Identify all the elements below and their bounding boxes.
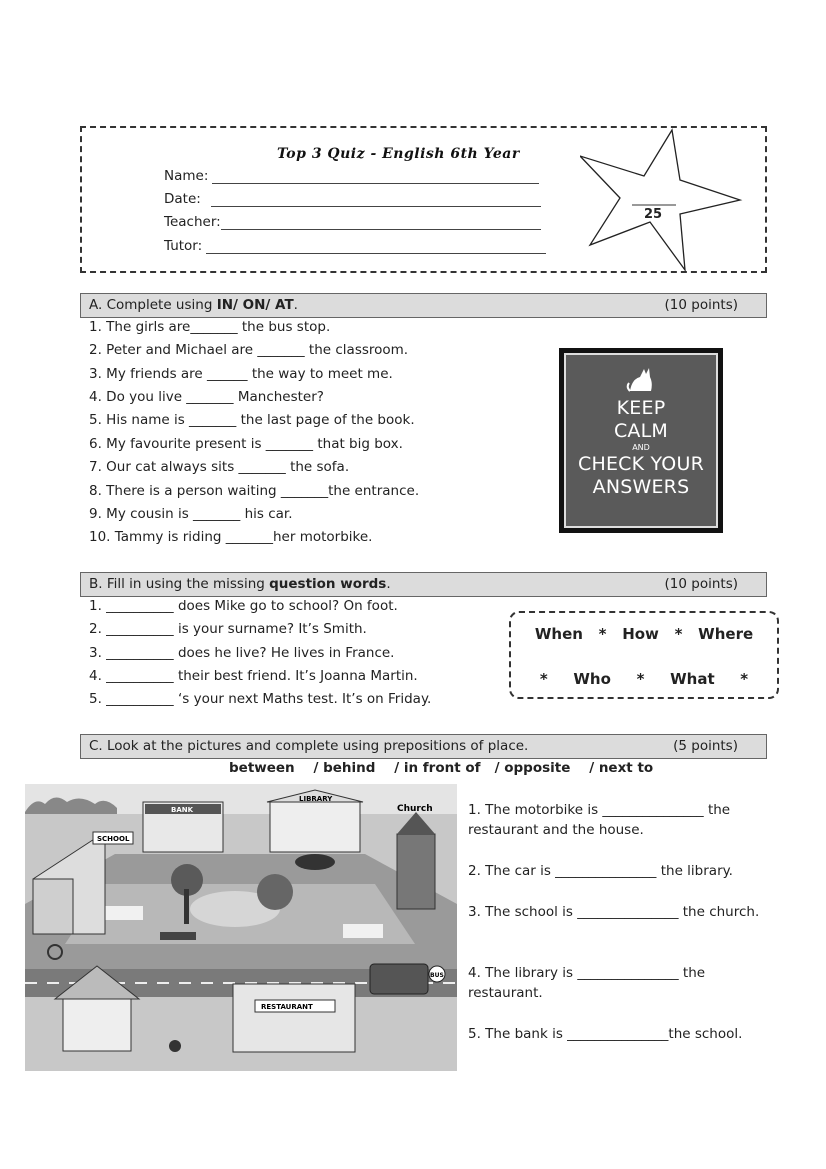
school-sign: SCHOOL <box>97 835 130 843</box>
separator-star: * <box>598 625 607 643</box>
separator-star: * <box>740 670 749 688</box>
name-field[interactable] <box>164 168 539 184</box>
name-line[interactable] <box>212 172 539 184</box>
word-where: Where <box>698 625 754 643</box>
question-a-7[interactable]: 7. Our cat always sits _______ the sofa. <box>89 459 350 475</box>
section-c-title: C. Look at the pictures and complete using prepositions of place. <box>89 738 529 754</box>
date-label: Date: <box>164 191 201 207</box>
score-total: 25 <box>644 207 663 222</box>
question-a-3[interactable]: 3. My friends are ______ the way to meet me. <box>89 366 393 382</box>
bank-building <box>143 802 223 852</box>
word-what: What <box>670 670 715 688</box>
question-a-9[interactable]: 9. My cousin is _______ his car. <box>89 506 293 522</box>
bank-sign: BANK <box>171 806 194 814</box>
cat-icon <box>626 365 656 393</box>
poster-line-1: KEEP <box>616 397 666 419</box>
question-b-4[interactable]: 4. __________ their best friend. It’s Joanna Martin. <box>89 668 418 684</box>
question-a-1[interactable]: 1. The girls are_______ the bus stop. <box>89 319 331 335</box>
restaurant-sign: RESTAURANT <box>261 1003 313 1011</box>
section-c-bar <box>80 734 767 759</box>
star-icon <box>580 128 745 273</box>
section-a-title: A. Complete using IN/ ON/ AT. <box>89 297 298 313</box>
section-b-bar <box>80 572 767 597</box>
tutor-label: Tutor: <box>164 238 203 254</box>
church-sign: Church <box>397 804 433 814</box>
library-building <box>267 790 363 852</box>
question-a-2[interactable]: 2. Peter and Michael are _______ the classroom. <box>89 342 409 358</box>
teacher-label: Teacher: <box>164 214 221 230</box>
question-a-6[interactable]: 6. My favourite present is _______ that big box. <box>89 436 403 452</box>
town-picture <box>25 784 457 1071</box>
library-sign: LIBRARY <box>299 795 333 803</box>
separator-star: * <box>674 625 683 643</box>
teacher-line[interactable] <box>221 218 541 230</box>
question-b-5[interactable]: 5. __________ ‘s your next Maths test. It’s on Friday. <box>89 691 432 707</box>
section-b-title: B. Fill in using the missing question words. <box>89 576 391 592</box>
section-b-points: (10 points) <box>664 576 738 592</box>
question-word-box <box>509 611 779 699</box>
question-a-4[interactable]: 4. Do you live _______ Manchester? <box>89 389 324 405</box>
separator-star: * <box>539 670 548 688</box>
section-c-points: (5 points) <box>673 738 738 754</box>
poster-and: AND <box>632 443 650 452</box>
question-b-1[interactable]: 1. __________ does Mike go to school? On foot. <box>89 598 398 614</box>
section-a-bar <box>80 293 767 318</box>
question-c-3[interactable]: 3. The school is _______________ the church. <box>468 904 760 920</box>
keep-calm-poster <box>559 348 723 533</box>
question-c-5[interactable]: 5. The bank is _______________the school. <box>468 1026 743 1042</box>
question-c-4[interactable]: 4. The library is _______________ the restaurant. <box>468 965 706 1001</box>
quiz-title: Top 3 Quiz - English 6th Year <box>277 146 520 162</box>
teacher-field[interactable] <box>164 214 541 230</box>
question-c-1[interactable]: 1. The motorbike is _______________ the restaurant and the house. <box>468 802 731 838</box>
restaurant-building <box>233 984 355 1052</box>
question-b-3[interactable]: 3. __________ does he live? He lives in France. <box>89 645 395 661</box>
date-line[interactable] <box>211 195 541 207</box>
question-a-8[interactable]: 8. There is a person waiting _______the entrance. <box>89 483 420 499</box>
question-a-5[interactable]: 5. His name is _______ the last page of the book. <box>89 412 415 428</box>
question-c-2[interactable]: 2. The car is _______________ the library. <box>468 863 733 879</box>
bus-sign: BUS <box>430 972 444 979</box>
date-field[interactable] <box>164 191 541 207</box>
question-b-2[interactable]: 2. __________ is your surname? It’s Smith. <box>89 621 367 637</box>
name-label: Name: <box>164 168 209 184</box>
poster-line-4: ANSWERS <box>592 476 690 498</box>
car <box>295 854 335 870</box>
word-when: When <box>534 625 583 643</box>
word-how: How <box>622 625 659 643</box>
prepositions-list: between / behind / in front of / opposite / next to <box>229 760 654 776</box>
question-a-10[interactable]: 10. Tammy is riding _______her motorbike. <box>89 529 373 545</box>
motorbike-icon <box>169 1040 181 1052</box>
tutor-line[interactable] <box>206 242 546 254</box>
section-a-points: (10 points) <box>664 297 738 313</box>
separator-star: * <box>636 670 645 688</box>
word-who: Who <box>573 670 611 688</box>
poster-line-3: CHECK YOUR <box>578 453 704 475</box>
poster-line-2: CALM <box>613 420 669 442</box>
tutor-field[interactable] <box>164 238 546 254</box>
